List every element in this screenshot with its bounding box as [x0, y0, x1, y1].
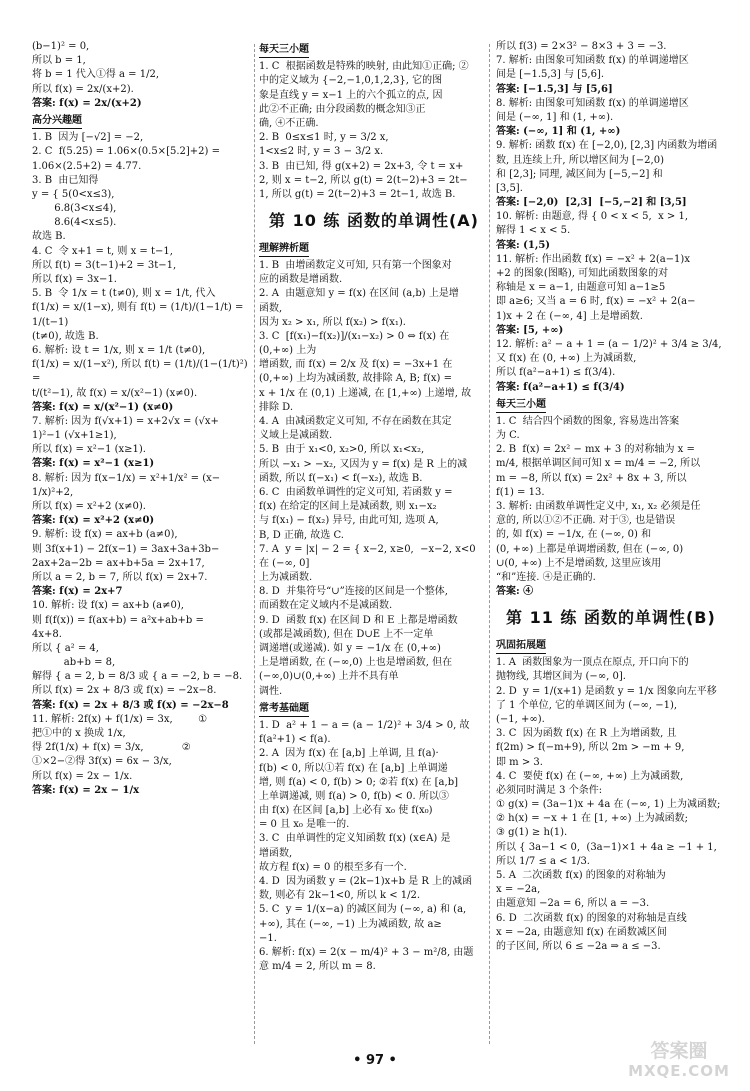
text-line: 6. 解析: 设 t = 1/x, 则 x = 1/t (t≠0),	[32, 344, 206, 356]
text-line: 7. 解析: 因为 f(√x+1) = x+2√x = (√x+	[32, 415, 219, 427]
text-line: 排除 D.	[259, 401, 294, 413]
text-line: 5. B 由于 x₁<0, x₂>0, 所以 x₁<x₂,	[259, 444, 425, 456]
text-line: 所以 { a² = 4,	[32, 642, 99, 654]
section-heading: 每天三小题	[259, 43, 309, 58]
text-line: 2, 则 x = t−2, 所以 g(t) = 2(t−2)+3 = 2t−	[259, 174, 468, 186]
text-line: 所以 1/7 ≤ a < 1/3.	[496, 855, 590, 867]
text-line: 上为减函数.	[259, 572, 313, 584]
text-line: 8.6(4<x≤5).	[32, 217, 117, 229]
text-line: 4. A 由减函数定义可知, 不存在函数在其定	[259, 416, 452, 428]
column-right	[496, 40, 724, 954]
text-line: = 0 且 x₀ 是唯一的.	[259, 819, 350, 831]
text-line: 9. 解析: 函数 f(x) 在 [−2,0), [2,3] 内函数为增函	[496, 140, 718, 152]
text-line: 抛物线, 其增区间为 (−∞, 0].	[496, 671, 626, 683]
text-line: 1, 所以 g(t) = 2(t−2)+3 = 2t−1, 故选 B.	[259, 188, 456, 200]
text-line: y = { 5(0<x≤3),	[32, 188, 115, 200]
text-line: (0,+∞) 上均为减函数, 故排除 A, B; f(x) =	[259, 373, 452, 385]
text-line: 间是 [−1.5,3] 与 [5,6].	[496, 69, 605, 81]
text-line: 中的定义域为 {−2,−1,0,1,2,3}, 它的图	[259, 75, 443, 87]
text-line: [3,5].	[496, 182, 523, 194]
text-line: 9. D 函数 f(x) 在区间 D 和 E 上都是增函数	[259, 614, 458, 626]
text-line: 即 a≥6; 又当 a = 6 时, f(x) = −x² + 2(a−	[496, 296, 696, 308]
column-divider	[254, 44, 256, 1044]
text-line: 1)x + 2 在 (−∞, 4] 上是增函数.	[496, 310, 643, 322]
section-heading: 每天三小题	[496, 398, 546, 413]
text-line: (0, +∞) 上都是单调增函数, 但在 (−∞, 0)	[496, 543, 684, 555]
text-line: 3. 解析: 由函数单调性定义中, x₁, x₂ 必须是任	[496, 501, 701, 512]
text-line: 3. B 由已知得	[32, 174, 99, 186]
text-line: 增, 则 f(a) < 0, f(b) > 0; ②若 f(x) 在 [a,b]	[259, 776, 458, 788]
text-line: f(1) = 13.	[496, 486, 545, 498]
text-line: (−∞,0)∪(0,+∞) 上并不具有单	[259, 671, 399, 683]
text-line: 1. C 结合四个函数的图象, 容易选出答案	[496, 415, 680, 427]
text-line: 答案: [−2,0) [2,3] [−5,−2] 和 [3,5]	[496, 197, 687, 209]
text-line: 所以 f(x) = 2x + 8/3 或 f(x) = −2x−8.	[32, 685, 217, 697]
text-line: 2ax+2a−2b = ax+b+5a = 2x+17,	[32, 557, 205, 569]
text-line: 与 f(x₁) − f(x₂) 异号, 由此可知, 选项 A,	[259, 515, 439, 527]
text-line: +2 的图象(图略), 可知此函数图象的对	[496, 268, 669, 279]
text-line: 因为 x₂ > x₁, 所以 f(x₂) > f(x₁).	[259, 316, 406, 328]
section-heading: 高分兴趣题	[32, 114, 82, 129]
block-lines	[496, 656, 724, 954]
text-line: 1. B 因为 [−√2] = −2,	[32, 132, 144, 144]
block-lines	[32, 40, 250, 111]
text-line: 故方程 f(x) = 0 的根至多有一个.	[259, 861, 407, 873]
text-line: 而函数在定义域内不是减函数.	[259, 600, 393, 612]
text-line: 8. 解析: 因为 f(x−1/x) = x²+1/x² = (x−	[32, 472, 221, 484]
text-line: 答案: f(x) = 2x − 1/x	[32, 784, 140, 796]
text-line: 2. C f(5.25) = 1.06×(0.5×[5.2]+2) =	[32, 146, 220, 158]
column-middle	[259, 40, 482, 974]
text-line: 4. C 要使 f(x) 在 (−∞, +∞) 上为减函数,	[496, 770, 684, 782]
text-line: +∞), 其在 (−∞, −1) 上为减函数, 故 a≥	[259, 918, 442, 930]
text-line: 确, ④不正确.	[259, 117, 319, 129]
text-line: 称轴是 x = a−1, 由题意可知 a−1≥5	[496, 282, 666, 294]
text-line: 答案: f(x) = 2x + 8/3 或 f(x) = −2x−8	[32, 699, 229, 711]
text-line: −1.	[259, 932, 277, 944]
text-line: x = −2a,	[496, 884, 541, 896]
block-lines	[32, 131, 250, 798]
text-line: t/(t²−1), 故 f(x) = x/(x²−1) (x≠0).	[32, 387, 198, 399]
text-line: 故选 B.	[32, 231, 66, 243]
text-line: 8. 解析: 由图象可知函数 f(x) 的单调递增区	[496, 97, 689, 109]
text-line: 数, 则必有 2k−1<0, 所以 k < 1/2.	[259, 890, 421, 902]
text-line: 意的, 所以①②不正确. 对于③, 也是错误	[496, 515, 676, 527]
text-line: 由 f(x) 在区间 [a,b] 上必有 x₀ 使 f(x₀)	[259, 805, 433, 817]
section-heading: 巩固拓展题	[496, 639, 546, 654]
text-line: (b−1)² = 0,	[32, 41, 90, 52]
text-line: 11. 解析: 2f(x) + f(1/x) = 3x, ①	[32, 713, 208, 725]
text-line: 3. C 由单调性的定义知函数 f(x) (x∈A) 是	[259, 833, 451, 845]
text-line: 所以 b = 1,	[32, 55, 86, 67]
text-line: 将 b = 1 代入①得 a = 1/2,	[32, 69, 160, 81]
text-line: 7. A y = |x| − 2 = { x−2, x≥0, −x−2, x<0 在 (−∞, 0]	[259, 543, 482, 569]
text-line: 所以 f(x) = x²+2 (x≠0).	[32, 501, 146, 512]
text-line: 2. B f(x) = 2x² − mx + 3 的对称轴为 x =	[496, 444, 695, 456]
watermark-logo	[620, 1040, 738, 1084]
text-line: 则 f(f(x)) = f(ax+b) = a²x+ab+b =	[32, 614, 204, 626]
watermark-text-bottom: MXQE.COM	[628, 1062, 730, 1080]
text-line: 的, 如 f(x) = −1/x, 在 (−∞, 0) 和	[496, 529, 652, 541]
text-line: m/4, 根据单调区间可知 x = m/4 = −2, 所以	[496, 458, 701, 470]
text-line: 答案: ④	[496, 586, 534, 598]
text-line: ② h(x) = −x + 1 在 [1, +∞) 上为减函数;	[496, 813, 689, 825]
text-line: 2. A 因为 f(x) 在 [a,b] 上单调, 且 f(a)·	[259, 748, 439, 760]
text-line: 1. A 函数图象为一顶点在原点, 开口向下的	[496, 657, 689, 669]
text-line: 所以 f(a²−a+1) ≤ f(3/4).	[496, 367, 616, 379]
text-line: 增函数,	[259, 847, 293, 859]
text-line: 3. C 因为函数 f(x) 在 R 上为增函数, 且	[496, 728, 677, 740]
text-line: ① g(x) = (3a−1)x + 4a 在 (−∞, 1) 上为减函数;	[496, 799, 721, 811]
text-line: (−1, +∞).	[496, 713, 545, 725]
text-line: 1. B 由增函数定义可知, 只有第一个图象对	[259, 259, 452, 271]
text-line: 6. C 由函数单调性的定义可知, 若函数 y =	[259, 486, 453, 498]
text-line: x = −2a, 由题意知 f(x) 在函数减区间	[496, 926, 667, 938]
text-line: 10. 解析: 设 f(x) = ax+b (a≠0),	[32, 600, 184, 612]
text-line: f(x) 在给定的区间上是减函数, 则 x₁−x₂	[259, 501, 437, 513]
text-line: 所以 f(t) = 3(t−1)+2 = 3t−1,	[32, 259, 177, 271]
column-left	[32, 40, 250, 798]
text-line: 把①中的 x 换成 1/x,	[32, 728, 126, 739]
text-line: 答案: [−1.5,3] 与 [5,6]	[496, 83, 613, 95]
text-line: (t≠0), 故选 B.	[32, 330, 99, 342]
text-line: 象是直线 y = x−1 上的六个孤立的点, 因	[259, 89, 443, 101]
text-line: 此②不正确; 由分段函数的概念知③正	[259, 103, 426, 115]
text-line: 答案: f(a²−a+1) ≤ f(3/4)	[496, 381, 625, 393]
text-line: 9. 解析: 设 f(x) = ax+b (a≠0),	[32, 529, 178, 541]
text-line: 答案: f(x) = x/(x²−1) (x≠0)	[32, 401, 174, 413]
text-line: m = −8, 所以 f(x) = 2x² + 8x + 3, 所以	[496, 472, 687, 484]
text-line: 4. D 因为函数 y = (2k−1)x+b 是 R 上的减函	[259, 876, 473, 888]
text-line: 11. 解析: 作出函数 f(x) = −x² + 2(a−1)x	[496, 253, 690, 265]
text-line: 1. D a² + 1 − a = (a − 1/2)² + 3/4 > 0, 故	[259, 719, 470, 731]
text-line: 应的函数是增函数.	[259, 274, 343, 286]
text-line: 上是增函数, 在 (−∞,0) 上也是增函数, 但在	[259, 657, 453, 669]
text-line: 4x+8.	[32, 628, 62, 640]
section-heading: 常考基础题	[259, 702, 309, 717]
text-line: (或都是减函数), 但在 D∪E 上不一定单	[259, 628, 434, 640]
text-line: f(1/x) = x/(1−x), 则有 f(t) = (1/t)/(1−1/t) = 1/(t−1)	[32, 302, 247, 328]
text-line: 上单调递减, 则 f(a) > 0, f(b) < 0. 所以③	[259, 790, 449, 802]
text-line: “和”连接. ④是正确的.	[496, 571, 596, 583]
text-line: f(b) < 0, 所以①若 f(x) 在 [a,b] 上单调递	[259, 762, 448, 774]
text-line: 了 1 个单位, 它的单调区间为 (−∞, −1),	[496, 699, 678, 711]
text-line: 增函数, 而 f(x) = 2/x 及 f(x) = −3x+1 在	[259, 359, 453, 371]
block-lines	[259, 60, 479, 202]
text-line: 解得 1 < x < 5.	[496, 225, 571, 237]
text-line: 6. 解析: f(x) = 2(x − m/4)² + 3 − m²/8, 由题	[259, 946, 474, 958]
text-line: ①×2−②得 3f(x) = 6x − 3/x,	[32, 756, 172, 768]
text-line: 1. C 根据函数是特殊的映射, 由此知①正确; ②	[259, 61, 469, 73]
text-line: 数, 且连续上升, 所以增区间为 [−2,0)	[496, 154, 664, 166]
text-line: 函数,	[259, 302, 283, 314]
text-line: 所以 f(3) = 2×3² − 8×3 + 3 = −3.	[496, 41, 667, 52]
text-line: 答案: f(x) = 2x/(x+2)	[32, 97, 142, 109]
section-heading: 理解辨析题	[259, 242, 309, 257]
text-line: f(a²+1) < f(a).	[259, 734, 331, 746]
text-line: 答案: (−∞, 1] 和 (1, +∞)	[496, 126, 621, 138]
text-line: 7. 解析: 由图象可知函数 f(x) 的单调递增区	[496, 55, 689, 67]
text-line: 12. 解析: a² − a + 1 = (a − 1/2)² + 3/4 ≥ 3/4,	[496, 338, 722, 350]
text-line: 答案: [5, +∞)	[496, 324, 564, 336]
text-line: f(2m) > f(−m+9), 所以 2m > −m + 9,	[496, 742, 685, 754]
text-line: 1<x≤2 时, y = 3 − 3/2 x.	[259, 146, 384, 158]
text-line: 又 f(x) 在 (0, +∞) 上为减函数,	[496, 353, 637, 365]
block-lines	[259, 259, 482, 699]
text-line: 函数, 所以 f(−x₁) < f(−x₂), 故选 B.	[259, 472, 423, 484]
text-line: 由题意知 −2a = 6, 所以 a = −3.	[496, 898, 650, 910]
text-line: 的子区间, 所以 6 ≤ −2a ⇒ a ≤ −3.	[496, 940, 661, 952]
text-line: 调递增(或递减). 如 y = −1/x 在 (0,+∞)	[259, 643, 441, 655]
block-lines	[259, 719, 479, 974]
text-line: 意 m/4 = 2, 所以 m = 8.	[259, 961, 376, 973]
lesson-title: 第 10 练 函数的单调性(A)	[269, 211, 479, 231]
text-line: 所以 f(x) = x²−1 (x≥1).	[32, 444, 146, 456]
text-line: 答案: f(x) = 2x+7	[32, 586, 123, 598]
text-line: 答案: f(x) = x²−1 (x≥1)	[32, 458, 155, 470]
text-line: 3. B 由已知, 得 g(x+2) = 2x+3, 令 t = x+	[259, 160, 464, 172]
text-line: 6.8(3<x≤4),	[32, 203, 117, 215]
text-line: 5. A 二次函数 f(x) 的图象的对称轴为	[496, 870, 666, 882]
column-divider	[489, 44, 491, 1044]
text-line: 1.06×(2.5+2) = 4.77.	[32, 160, 142, 172]
text-line: 调性.	[259, 685, 283, 697]
text-line: 解得 { a = 2, b = 8/3 或 { a = −2, b = −8.	[32, 671, 243, 683]
block-lines	[496, 415, 724, 599]
text-line: 义域上是减函数.	[259, 430, 333, 442]
text-line: 5. C y = 1/(x−a) 的减区间为 (−∞, a) 和 (a,	[259, 904, 467, 916]
text-line: 所以 f(x) = 3x−1.	[32, 274, 117, 285]
text-line: 1)²−1 (√x+1≥1),	[32, 430, 117, 442]
text-line: 答案: (1,5)	[496, 239, 551, 251]
text-line: ③ g(1) ≥ h(1).	[496, 827, 568, 839]
text-line: 8. D 并集符号“∪”连接的区间是一个整体,	[259, 586, 448, 598]
text-line: 所以 { 3a−1 < 0, (3a−1)×1 + 4a ≥ −1 + 1,	[496, 841, 717, 853]
text-line: ab+b = 8,	[32, 657, 116, 669]
text-line: 间是 (−∞, 1] 和 (1, +∞).	[496, 111, 614, 123]
watermark-text-top: 答案圈	[650, 1040, 708, 1062]
text-line: 所以 −x₁ > −x₂, 又因为 y = f(x) 是 R 上的减	[259, 458, 468, 470]
text-line: 为 C.	[496, 430, 520, 442]
text-line: 得 2f(1/x) + f(x) = 3/x, ②	[32, 742, 191, 754]
text-line: 所以 f(x) = 2x − 1/x.	[32, 770, 133, 782]
text-line: 2. B 0≤x≤1 时, y = 3/2 x,	[259, 132, 389, 144]
lesson-title: 第 11 练 函数的单调性(B)	[506, 608, 716, 628]
text-line: 所以 f(x) = 2x/(x+2).	[32, 83, 134, 95]
text-line: 6. D 二次函数 f(x) 的图象的对称轴是直线	[496, 912, 687, 924]
text-line: 5. B 令 1/x = t (t≠0), 则 x = 1/t, 代入	[32, 288, 216, 300]
text-line: 10. 解析: 由题意, 得 { 0 < x < 5, x > 1,	[496, 211, 688, 223]
text-line: 和 [2,3]; 同理, 减区间为 [−5,−2] 和	[496, 168, 663, 180]
text-line: 则 3f(x+1) − 2f(x−1) = 3ax+3a+3b−	[32, 543, 220, 555]
text-line: 1/x)²+2,	[32, 486, 74, 498]
text-line: ∪(0, +∞) 上不是增函数, 这里应该用	[496, 557, 662, 569]
page-number: • 97 •	[353, 1053, 397, 1068]
text-line: B, D 正确, 故选 C.	[259, 529, 344, 541]
text-line: 答案: f(x) = x²+2 (x≠0)	[32, 515, 155, 527]
text-line: 所以 a = 2, b = 7, 所以 f(x) = 2x+7.	[32, 571, 208, 583]
text-line: 即 m > 3.	[496, 756, 543, 768]
text-line: 3. C [f(x₁)−f(x₂)]/(x₁−x₂) > 0 ⇔ f(x) 在 (0,+∞) 上为	[259, 330, 453, 357]
text-line: 2. A 由题意知 y = f(x) 在区间 (a,b) 上是增	[259, 288, 459, 300]
text-line: f(1/x) = x/(1−x²), 所以 f(t) = (1/t)/(1−(1/t)²) =	[32, 359, 251, 385]
block-lines	[496, 40, 724, 395]
text-line: x + 1/x 在 (0,1) 上递减, 在 [1,+∞) 上递增, 故	[259, 387, 472, 399]
text-line: 2. D y = 1/(x+1) 是函数 y = 1/x 图象向左平移	[496, 685, 717, 697]
text-line: 4. C 令 x+1 = t, 则 x = t−1,	[32, 245, 173, 257]
text-line: 必须同时满足 3 个条件:	[496, 784, 603, 796]
